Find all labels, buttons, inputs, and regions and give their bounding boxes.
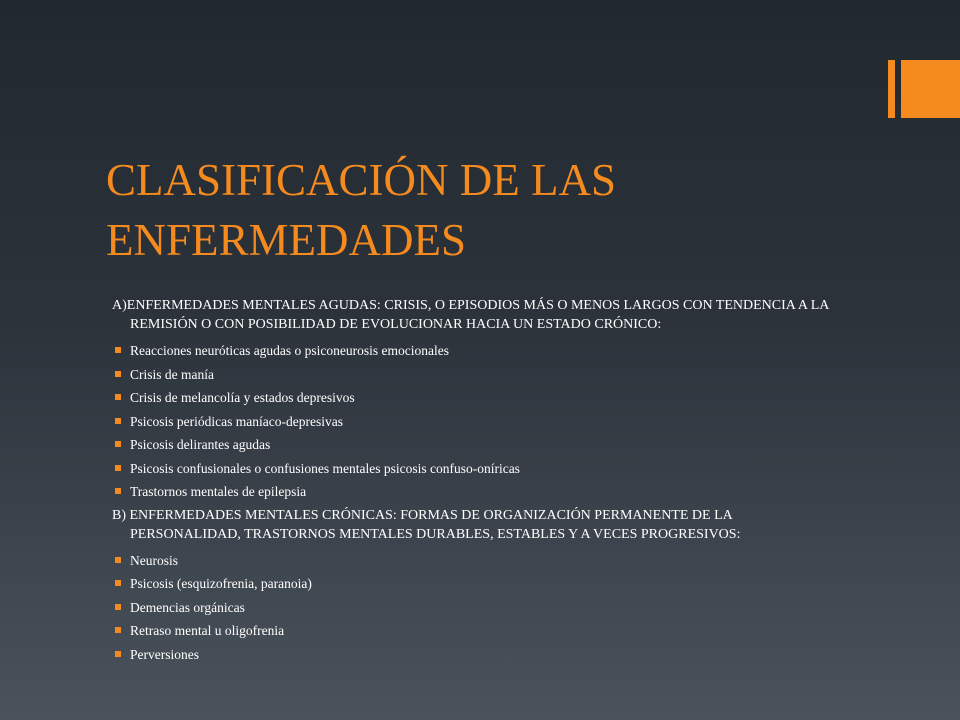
list-item xyxy=(112,388,842,407)
slide-title: CLASIFICACIÓN DE LAS ENFERMEDADES xyxy=(106,155,617,265)
list-item xyxy=(112,365,842,384)
section-a-heading: A)ENFERMEDADES MENTALES AGUDAS: CRISIS, O EPISODIOS MÁS O MENOS LARGOS CON TENDENCIA A LA REMISIÓN O CON POSIBILIDAD DE EVOLUCIONAR HACIA UN ESTADO CRÓNICO: xyxy=(112,298,829,332)
list-item-text: Trastornos mentales de epilepsia xyxy=(130,484,307,499)
square-bullet-icon xyxy=(115,604,121,610)
accent-bar-thick xyxy=(901,60,960,118)
accent-bar-thin xyxy=(888,60,895,118)
list-item xyxy=(112,482,842,501)
list-item xyxy=(112,598,842,617)
square-bullet-icon xyxy=(115,371,121,377)
list-item xyxy=(112,459,842,478)
square-bullet-icon xyxy=(115,580,121,586)
square-bullet-icon xyxy=(115,418,121,424)
section-a-list xyxy=(112,341,842,501)
list-item-text: Retraso mental u oligofrenia xyxy=(130,623,285,638)
square-bullet-icon xyxy=(115,441,121,447)
list-item-text: Perversiones xyxy=(130,646,199,662)
square-bullet-icon xyxy=(115,488,121,494)
section-b-list xyxy=(112,551,842,664)
slide-body xyxy=(112,296,842,668)
list-item-text: Neurosis xyxy=(130,552,178,568)
list-item-text: Psicosis periódicas maníaco-depresivas xyxy=(130,413,343,429)
list-item-text: Reacciones neuróticas agudas o psiconeurosis emocionales xyxy=(130,343,450,358)
list-item xyxy=(112,341,842,360)
square-bullet-icon xyxy=(115,347,121,353)
list-item xyxy=(112,574,842,593)
square-bullet-icon xyxy=(115,651,121,657)
list-item-text: Psicosis confusionales o confusiones mentales psicosis confuso-oníricas xyxy=(130,460,520,476)
list-item-text: Demencias orgánicas xyxy=(130,599,245,615)
section-b-heading: B) ENFERMEDADES MENTALES CRÓNICAS: FORMAS DE ORGANIZACIÓN PERMANENTE DE LA PERSONALIDAD, TRASTORNOS MENTALES DURABLES, ESTABLES Y A VECES PROGRESIVOS: xyxy=(112,507,741,542)
list-item-text: Crisis de melancolía y estados depresivos xyxy=(130,390,355,405)
square-bullet-icon xyxy=(115,627,121,633)
list-item-text: Psicosis delirantes agudas xyxy=(130,437,271,452)
list-item xyxy=(112,645,842,664)
list-item-text: Crisis de manía xyxy=(130,366,214,382)
list-item xyxy=(112,551,842,570)
square-bullet-icon xyxy=(115,394,121,400)
square-bullet-icon xyxy=(115,557,121,563)
list-item xyxy=(112,621,842,640)
list-item xyxy=(112,412,842,431)
list-item xyxy=(112,435,842,454)
list-item-text: Psicosis (esquizofrenia, paranoia) xyxy=(130,576,312,591)
square-bullet-icon xyxy=(115,465,121,471)
